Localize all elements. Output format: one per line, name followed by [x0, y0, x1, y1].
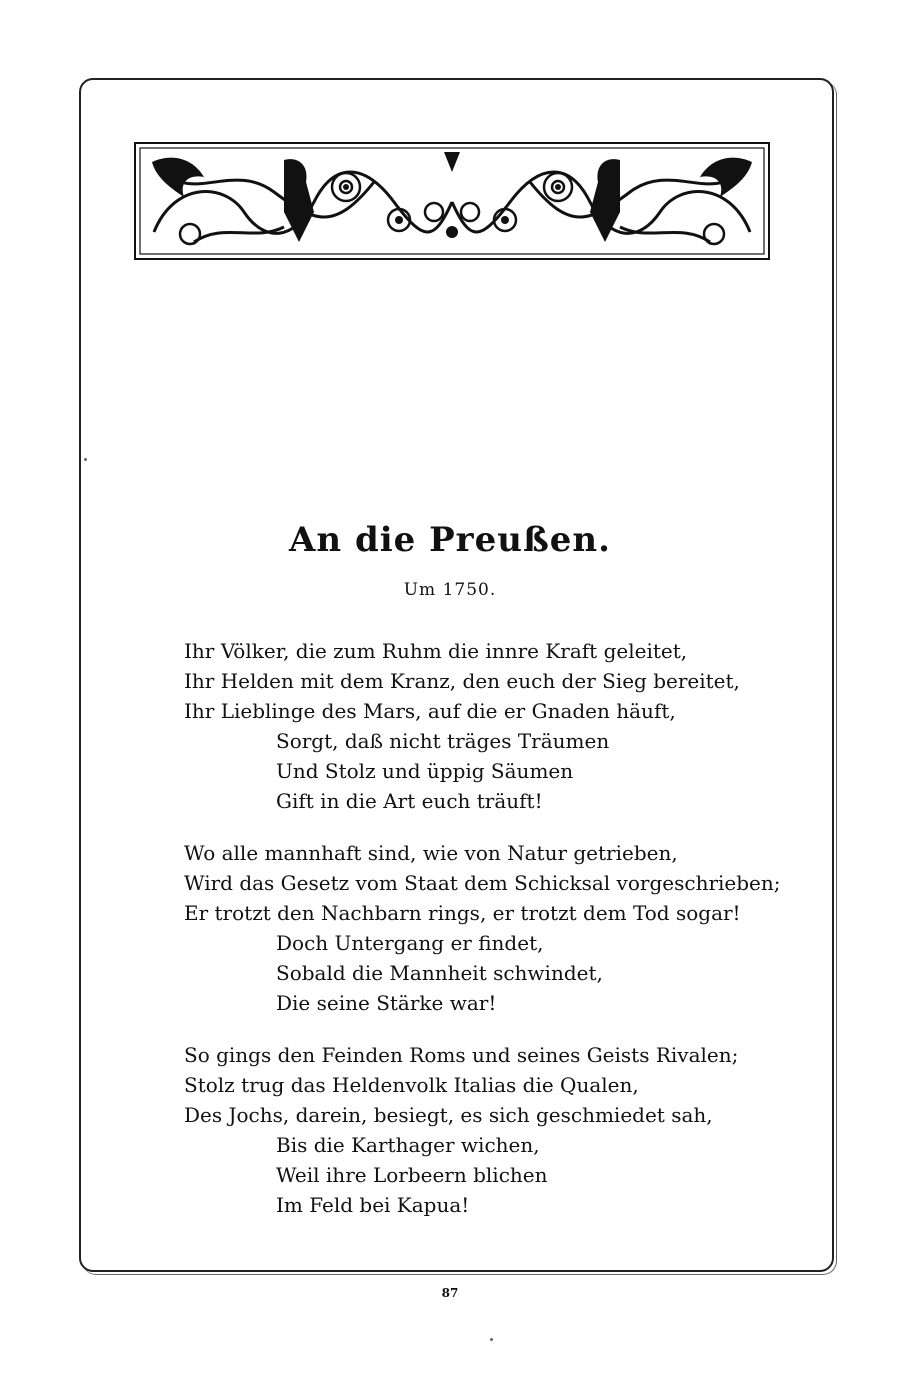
verse-line: Bis die Karthager wichen, — [276, 1133, 540, 1157]
ornamental-headpiece — [134, 142, 770, 260]
verse-line: Sobald die Mannheit schwindet, — [276, 961, 603, 985]
verse-line: Ihr Helden mit dem Kranz, den euch der Sieg bereitet, — [184, 669, 740, 693]
verse-line: Des Jochs, darein, besiegt, es sich geschmiedet sah, — [184, 1103, 713, 1127]
verse-line: Ihr Völker, die zum Ruhm die innre Kraft geleitet, — [184, 639, 688, 663]
verse-line: Er trotzt den Nachbarn rings, er trotzt dem Tod sogar! — [184, 901, 741, 925]
verse-line: Im Feld bei Kapua! — [276, 1193, 470, 1217]
verse-line: Und Stolz und üppig Säumen — [276, 759, 574, 783]
verse-line: Ihr Lieblinge des Mars, auf die er Gnaden häuft, — [184, 699, 676, 723]
verse-line: So gings den Feinden Roms und seines Geists Rivalen; — [184, 1043, 739, 1067]
stanza-1 — [184, 636, 804, 816]
verse-line: Wird das Gesetz vom Staat dem Schicksal vorgeschrieben; — [184, 871, 781, 895]
stanza-3 — [184, 1040, 804, 1220]
verse-line: Gift in die Art euch träuft! — [276, 789, 543, 813]
scan-speck — [490, 1338, 493, 1341]
verse-line: Weil ihre Lorbeern blichen — [276, 1163, 548, 1187]
page-number: 87 — [441, 1286, 459, 1300]
stanza-2 — [184, 838, 804, 1018]
poem-date: Um 1750. — [403, 580, 497, 600]
verse-line: Sorgt, daß nicht träges Träumen — [276, 729, 610, 753]
verse-line: Wo alle mannhaft sind, wie von Natur getrieben, — [184, 841, 678, 865]
verse-line: Doch Untergang er findet, — [276, 931, 544, 955]
scan-speck — [84, 458, 87, 461]
verse-line: Die seine Stärke war! — [276, 991, 497, 1015]
verse-line: Stolz trug das Heldenvolk Italias die Qualen, — [184, 1073, 639, 1097]
poem-title: An die Preußen. — [289, 520, 611, 560]
